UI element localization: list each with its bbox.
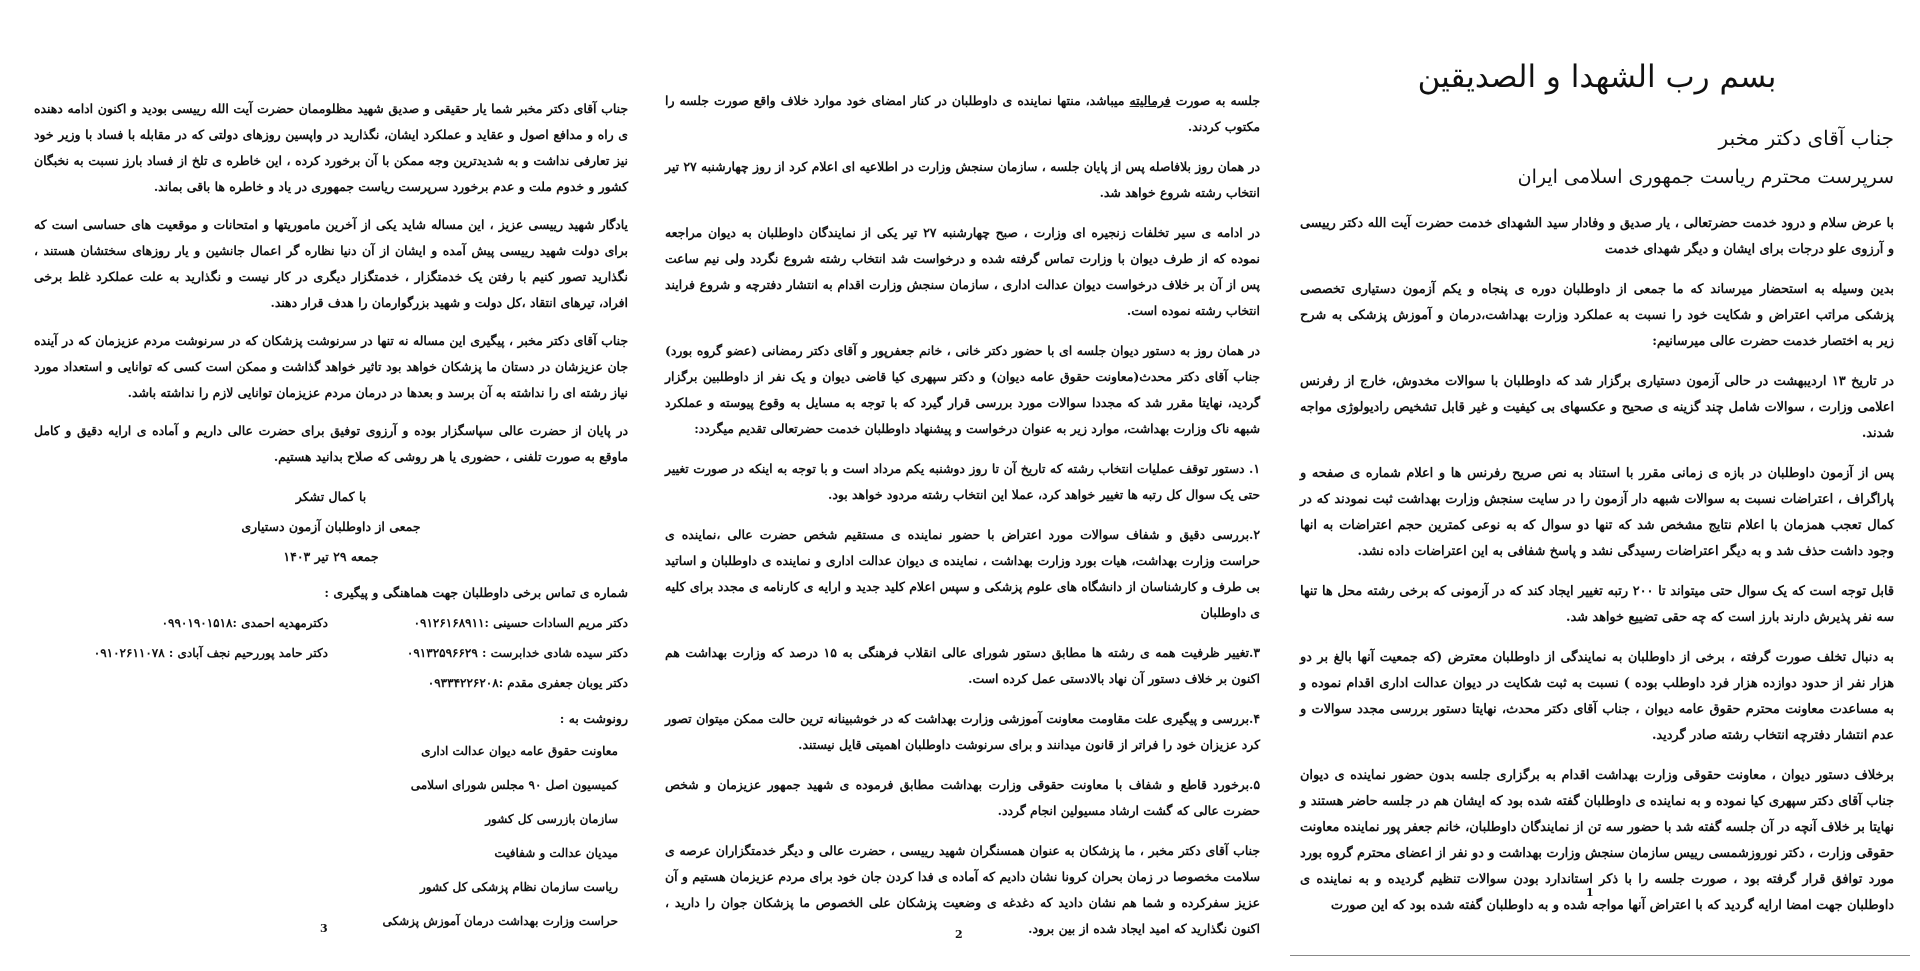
contact-entry (48, 668, 328, 698)
paragraph: در پایان از حضرت عالی سپاسگزار بوده و آرزوی توفیق برای حضرت عالی داریم و آماده ی ارایه دقیق و کامل ماوقع به صورت تلفنی ، حضوری یا هر روشی که صلاح بدانید هستیم. (34, 423, 628, 464)
paragraph: پس از آزمون داوطلبان در بازه ی زمانی مقرر با استناد به نص صریح رفرنس ها و اعلام شماره ی صفحه و پاراگراف ، اعتراضات نسبت به سوالات شبهه دار آزمون را در سایت سنجش وزارت بهداشت ثبت نمودند که در کمال تعجب همزمان با اعلام نتایج مشخص شد که تنها دو سوال که به نوعی کمترین حجم اعتراضات به انها وجود داشت حذف شد و به دیگر اعتراضات رسیدگی نشد و پاسخ شفافی به این اعتراضات داده نشد. (1300, 466, 1894, 560)
contact-entry: دکترمهدیه احمدی :۰۹۹۰۱۹۰۱۵۱۸ (161, 616, 328, 630)
contact-entry: دکتر مریم السادات حسینی :۰۹۱۲۶۱۶۸۹۱۱ (413, 616, 628, 630)
request-item: ۲.بررسی دقیق و شفاف سوالات مورد اعتراض با حضور نماینده ی مستقیم شخص حضرت عالی ،نماینده ی حراست وزارت بهداشت، هیات بورد وزارت بهداشت ، نماینده ی دیوان عدالت اداری و نماینده ی داوطلبان و اساتید بی طرف و کارشناسان از دانشگاه های علوم پزشکی و سپس اعلام کلید جدید و ارایه ی کارنامه ی مجدد برای کلیه ی داوطلبان (665, 527, 1260, 620)
page-2 (655, 0, 1270, 971)
contact-row (34, 638, 628, 668)
paragraph-end: میباشد، منتها نماینده ی داوطلبان در کنار امضای خود موارد خلاف واقع صورت جلسه را مکتوب کردند. (665, 93, 1260, 134)
letter-date: جمعه ۲۹ تیر ۱۴۰۳ (283, 549, 379, 564)
signatory: جمعی از داوطلبان آزمون دستیاری (241, 519, 421, 534)
paragraph: در تاریخ ۱۳ اردیبهشت در حالی آزمون دستیاری برگزار شد که داوطلبان با سوالات مخدوش، خارج از رفرنس اعلامی وزارت ، سوالات شامل چند گزینه ی صحیح و عکسهای بی کیفیت و غیر قابل تشخیص رادیولوژی مواجه شدند. (1300, 374, 1894, 442)
paragraph: در همان روز به دستور دیوان جلسه ای با حضور دکتر خانی ، خانم جعفرپور و آقای دکتر رمضانی (عضو گروه بورد) جناب آقای دکتر محدث(معاونت حقوق عامه دیوان) و دکتر سپهری کیا قاضی دیوان و یک نفر از داوطلبین برگزار گردید، نهایتا مقرر شد که مجددا سوالات مورد بررسی قرار گیرد که با توجه به مسایل به وقوع پیوسته و عملکرد شبهه ناک وزارت بهداشت، موارد زیر به عنوان درخواست و پیشنهاد داوطلبان خدمت حضرتعالی تقدیم میگردد: (665, 343, 1260, 436)
contacts-title: شماره ی تماس برخی داوطلبان جهت هماهنگی و پیگیری : (324, 585, 628, 600)
contact-row (34, 608, 628, 638)
paragraph: به دنبال تخلف صورت گرفته ، برخی از داوطلبان به نمایندگی از داوطلبان معترض (که جمعیت آنها بالغ بر دو هزار نفر از حدود دوازده هزار فرد داوطلب بوده ) نسبت به ثبت شکایت در دیوان عدالت اداری اقدام نموده و به مساعدت معاونت محترم حقوق عامه دیوان ، جناب آقای دکتر محدث، نهایتا دستور بررسی مجدد سوالات و عدم انتشار دفترچه انتخاب رشته صادر گردید. (1300, 650, 1894, 744)
copies-title: رونوشت به : (559, 711, 628, 726)
copy-recipient: کمیسیون اصل ۹۰ مجلس شورای اسلامی (410, 778, 618, 792)
underlined-word: فرمالیته (1129, 93, 1171, 108)
paragraph: با عرض سلام و درود خدمت حضرتعالی ، یار صدیق و وفادار سید الشهدای خدمت حضرت آیت الله دکتر رییسی و آرزوی علو درجات برای ایشان و دیگر شهدای خدمت (1300, 216, 1894, 258)
addressee-name: جناب آقای دکتر مخبر (1718, 125, 1894, 150)
copy-recipient: حراست وزارت بهداشت درمان آموزش پزشکی (382, 914, 618, 928)
paragraph: قابل توجه است که یک سوال حتی میتواند تا ۲۰۰ رتبه تغییر ایجاد کند که در آزمونی که برخی رشته محل ها تنها سه نفر پذیرش دارند بارز است که چه حقی تضییع خواهد شد. (1300, 584, 1894, 626)
paragraph: جناب آقای دکتر مخبر ، پیگیری این مساله نه تنها در سرنوشت پزشکان که در سرنوشت مردم عزیزمان که در آینده جان عزیزشان در دستان ما پزشکان خواهد بود تاثیر خواهد گذاشت و ممکن است کسی که توانایی و استعداد مورد نیاز رشته ای را نداشته به آن برسد و بعدها در درمان مردم عزیزمان توانایی لازم را نداشته باشد. (34, 333, 628, 400)
contact-entry: دکتر حامد پوررحیم نجف آبادی : ۰۹۱۰۲۶۱۱۰۷۸ (93, 646, 328, 660)
request-item: ۵.برخورد قاطع و شفاف با معاونت حقوقی وزارت بهداشت مطابق فرموده ی شهید جمهور عزیزمان و شخص حضرت عالی که گشت ارشاد مسیولین انجام گردد. (665, 777, 1260, 818)
copy-recipient: سازمان بازرسی کل کشور (485, 812, 618, 826)
page-number: 2 (955, 928, 963, 941)
addressee-title: سرپرست محترم ریاست جمهوری اسلامی ایران (1517, 165, 1894, 188)
paragraph: جناب آقای دکتر مخبر ، ما پزشکان به عنوان همسنگران شهید رییسی ، حضرت عالی و دیگر خدمتگزاران عرصه ی سلامت مخصوصا در زمان بحران کرونا نشان دادیم که آماده ی فدا کردن جان خود برای مردم عزیزمان هستیم و آن عزیز سفرکرده و شما هم نشان دادید که دغدغه ی وضعیت پزشکان علی الخصوص ما پزشکان جوان را دارید ، اکنون نگذارید که امید ایجاد شده از بین برود. (665, 843, 1260, 936)
contact-entry: دکتر یوبان جعفری مقدم :۰۹۳۳۴۲۲۶۲۰۸ (427, 676, 628, 690)
request-item: ۴.بررسی و پیگیری علت مقاومت معاونت آموزشی وزارت بهداشت که در خوشبینانه ترین حالت ممکن میتوان تصور کرد عزیزان خود را فراتر از قانون میدانند و برای سرنوشت داوطلبان اهمیتی قایل نیستند. (665, 711, 1260, 752)
copy-recipient: میدیان عدالت و شفافیت (494, 846, 618, 860)
request-item: ۳.تغییر ظرفیت همه ی رشته ها مطابق دستور شورای عالی انقلاب فرهنگی به ۱۵ درصد که وزارت بهداشت هم اکنون بر خلاف دستور آن نهاد بالادستی عمل کرده است. (665, 645, 1260, 686)
copy-recipient: معاونت حقوق عامه دیوان عدالت اداری (421, 744, 618, 758)
contact-entry: دکتر سیده شادی خدابرست : ۰۹۱۳۲۵۹۶۶۲۹ (406, 646, 628, 660)
paragraph: در ادامه ی سیر تخلفات زنجیره ای وزارت ، صبح چهارشنبه ۲۷ تیر یکی از نمایندگان داوطلبان به دیوان مراجعه نموده که از طرف دیوان با وزارت تماس گرفته شده و درخواست شد انتخاب رشته شروع نگردد ولی نیم ساعت پس از آن بر خلاف درخواست دیوان عدالت اداری ، سازمان سنجش وزارت اقدام به انتشار دفترچه و شروع فرایند انتخاب رشته نموده است. (665, 225, 1260, 318)
closing-line: با کمال تشکر (295, 489, 367, 504)
basmala-heading: بسم رب الشهدا و الصدیقین (1417, 59, 1777, 95)
request-item: ۱. دستور توقف عملیات انتخاب رشته که تاریخ آن تا روز دوشنبه یکم مرداد است و با توجه به اینکه در صورت تغییر حتی یک سوال کل رتبه ها تغییر خواهد کرد، عملا این انتخاب رشته مردود خواهد بود. (665, 461, 1260, 502)
paragraph: در همان روز بلافاصله پس از پایان جلسه ، سازمان سنجش وزارت در اطلاعیه ای اعلام کرد از روز چهارشنبه ۲۷ تیر انتخاب رشته شروع خواهد شد. (665, 159, 1260, 200)
page-number: 1 (1586, 886, 1594, 899)
footer-divider (1290, 955, 1910, 956)
page-3 (20, 0, 640, 971)
contact-row (34, 668, 628, 698)
paragraph: یادگار شهید رییسی عزیز ، این مساله شاید یکی از آخرین ماموریتها و امتحانات و موقعیت های حساسی است که برای دولت شهید رییسی پیش آمده و ایشان از آن دنیا نظاره گر اعمال جانشین و یار روزهای سختشان هستند ، نگذارید تصور کنیم با رفتن یک خدمتگزار ، خدمتگزار دیگری در کار نیست و نگذارید به علت عملکرد غلط برخی افراد، تیرهای انتقاد ،کل دولت و شهید بزرگوارمان را هدف قرار دهند. (34, 217, 628, 310)
paragraph-start: جلسه به صورت (1170, 93, 1260, 108)
page-number: 3 (320, 922, 328, 935)
paragraph: بدین وسیله به استحضار میرساند که ما جمعی از داوطلبان دوره ی پنجاه و یکم آزمون دستیاری تخصصی پزشکی مراتب اعتراض و شکایت خود را نسبت به عملکرد وزارت بهداشت،درمان و آموزش پزشکی به شرح زیر به اختصار خدمت حضرت عالی میرسانیم: (1300, 282, 1894, 350)
page-1 (1290, 0, 1900, 971)
paragraph: جناب آقای دکتر مخبر شما یار حقیقی و صدیق شهید مظلوممان حضرت آیت الله رییسی بودید و اکنون ادامه دهنده ی راه و مدافع اصول و عقاید و عملکرد ایشان، نگذارید در واپسین روزهای دولتی که در مقابله با فساد با وزیر خود نیز تعارفی نداشت و به شدیدترین وجه ممکن با آن برخورد کرده ، این خاطره ی تلخ از فساد بارز نسبت به نخبگان کشور و خدوم ملت و عدم برخورد سرپرست ریاست جمهوری در یاد و خاطره ها باقی بماند. (34, 101, 628, 194)
paragraph (665, 88, 1260, 140)
paragraph: برخلاف دستور دیوان ، معاونت حقوقی وزارت بهداشت اقدام به برگزاری جلسه بدون حضور نماینده ی دیوان جناب آقای دکتر سپهری کیا نموده و به نماینده ی داوطلبان گفته شده بود که ایشان هم در جلسه حاضر هستند و نهایتا بر خلاف آنچه در آن جلسه گفته شد با حضور سه تن از نمایندگان داوطلبان، خانم جعفر پور نماینده معاونت حقوقی وزارت ، دکتر نوروزشمسی رییس سازمان سنجش وزارت بهداشت و دو نفر از اعضای محترم گروه بورد مورد توافق قرار گرفته بود ، صورت جلسه را با ذکر استاندارد بودن سوالات تنظیم گردیده و به نماینده ی داوطلبان جهت امضا ارایه گردید که با اعتراض آنها مواجه شده و به داوطلبان گفته شده بود که این صورت (1300, 768, 1894, 914)
copy-recipient: ریاست سازمان نظام پزشکی کل کشور (419, 880, 618, 894)
